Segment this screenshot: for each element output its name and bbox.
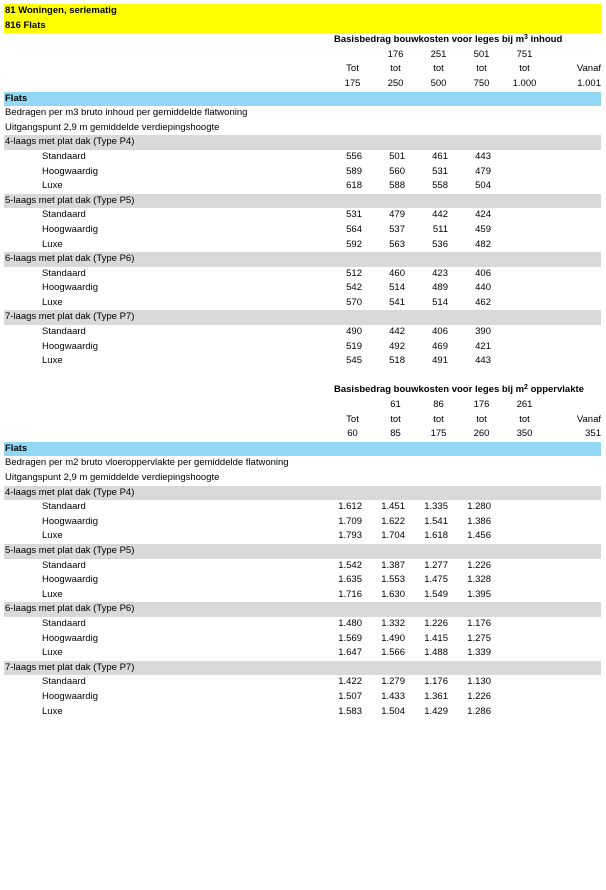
value-cell: 406 xyxy=(475,267,491,279)
value-cell: 1.541 xyxy=(424,515,448,527)
value-cell: 491 xyxy=(432,355,448,367)
value-cell: 1.612 xyxy=(338,501,362,513)
value-cell: 1.490 xyxy=(381,632,405,644)
value-cell: 512 xyxy=(346,267,362,279)
table-row xyxy=(4,705,601,720)
group-title: 4-laags met plat dak (Type P4) xyxy=(5,136,135,148)
note-row xyxy=(4,121,601,136)
value-cell: 440 xyxy=(475,282,491,294)
table-row xyxy=(4,165,601,180)
table-row xyxy=(4,296,601,311)
section-title: Flats xyxy=(5,92,28,104)
caption-superscript: 2 xyxy=(524,384,528,392)
caption-unit: inhoud xyxy=(527,34,563,46)
value-cell: 570 xyxy=(346,296,362,308)
table-row xyxy=(4,632,601,647)
value-cell: 1.386 xyxy=(467,515,491,527)
value-cell: 589 xyxy=(346,165,362,177)
table-row xyxy=(4,354,601,369)
row-label: Hoogwaardig xyxy=(42,165,98,177)
note-row xyxy=(4,456,601,471)
range-header-cell: tot xyxy=(476,413,487,425)
value-cell: 1.507 xyxy=(338,690,362,702)
value-cell: 1.716 xyxy=(338,588,362,600)
value-cell: 443 xyxy=(475,150,491,162)
caption-text: Basisbedrag bouwkosten voor leges bij m xyxy=(334,384,525,396)
row-label: Hoogwaardig xyxy=(42,515,98,527)
table-row xyxy=(4,150,601,165)
range-header-cell: 176 xyxy=(473,399,490,411)
value-cell: 563 xyxy=(389,238,405,250)
range-header-cell: tot xyxy=(519,63,530,75)
value-cell: 1.286 xyxy=(467,705,491,717)
table-row xyxy=(4,515,601,530)
group-header-row xyxy=(4,252,601,267)
value-cell: 1.130 xyxy=(467,676,491,688)
value-cell: 1.583 xyxy=(338,705,362,717)
value-cell: 442 xyxy=(389,326,405,338)
range-header-row xyxy=(4,398,601,413)
value-cell: 1.793 xyxy=(338,530,362,542)
value-cell: 542 xyxy=(346,282,362,294)
row-label: Luxe xyxy=(42,296,63,308)
value-cell: 492 xyxy=(389,340,405,352)
value-cell: 1.226 xyxy=(467,559,491,571)
value-cell: 1.635 xyxy=(338,574,362,586)
row-label: Standaard xyxy=(42,326,86,338)
value-cell: 1.226 xyxy=(467,690,491,702)
value-cell: 1.475 xyxy=(424,574,448,586)
group-title: 7-laags met plat dak (Type P7) xyxy=(5,661,135,673)
value-cell: 460 xyxy=(389,267,405,279)
range-header-cell: 176 xyxy=(387,48,404,60)
value-cell: 545 xyxy=(346,355,362,367)
value-cell: 1.622 xyxy=(381,515,405,527)
range-header-cell: tot xyxy=(433,413,444,425)
value-cell: 1.709 xyxy=(338,515,362,527)
value-cell: 564 xyxy=(346,223,362,235)
row-label: Hoogwaardig xyxy=(42,690,98,702)
value-cell: 490 xyxy=(346,326,362,338)
value-cell: 1.332 xyxy=(381,617,405,629)
value-cell: 1.618 xyxy=(424,530,448,542)
range-header-cell: tot xyxy=(433,63,444,75)
subtitle-row xyxy=(4,19,601,34)
row-label: Luxe xyxy=(42,180,63,192)
row-label: Standaard xyxy=(42,209,86,221)
table-row xyxy=(4,325,601,340)
table-row xyxy=(4,281,601,296)
value-cell: 479 xyxy=(389,209,405,221)
value-cell: 479 xyxy=(475,165,491,177)
group-header-row xyxy=(4,194,601,209)
row-label: Standaard xyxy=(42,676,86,688)
range-header-cell: Vanaf xyxy=(576,413,601,425)
range-header-cell: 1.000 xyxy=(512,77,537,89)
range-header-cell: 250 xyxy=(387,77,404,89)
value-cell: 443 xyxy=(475,355,491,367)
table-row xyxy=(4,573,601,588)
row-label: Standaard xyxy=(42,501,86,513)
group-header-row xyxy=(4,602,601,617)
value-cell: 1.226 xyxy=(424,617,448,629)
range-header-cell: 61 xyxy=(390,399,401,411)
value-cell: 588 xyxy=(389,180,405,192)
title-subcategory: 816 Flats xyxy=(5,19,46,31)
value-cell: 1.429 xyxy=(424,705,448,717)
group-title: 4-laags met plat dak (Type P4) xyxy=(5,486,135,498)
table-row xyxy=(4,500,601,515)
range-header-row xyxy=(4,413,601,428)
note-row xyxy=(4,106,601,121)
row-label: Luxe xyxy=(42,588,63,600)
value-cell: 1.176 xyxy=(467,617,491,629)
row-label: Standaard xyxy=(42,150,86,162)
value-cell: 1.647 xyxy=(338,647,362,659)
title-row xyxy=(4,4,601,19)
value-cell: 390 xyxy=(475,326,491,338)
value-cell: 1.277 xyxy=(424,559,448,571)
value-cell: 592 xyxy=(346,238,362,250)
value-cell: 618 xyxy=(346,180,362,192)
range-header-cell: Tot xyxy=(346,63,359,75)
value-cell: 511 xyxy=(432,223,448,235)
value-cell: 1.504 xyxy=(381,705,405,717)
value-cell: 1.553 xyxy=(381,574,405,586)
section-title: Flats xyxy=(5,442,28,454)
value-cell: 1.415 xyxy=(424,632,448,644)
value-cell: 1.704 xyxy=(381,530,405,542)
range-header-cell: 500 xyxy=(430,77,447,89)
value-cell: 1.280 xyxy=(467,501,491,513)
value-cell: 1.488 xyxy=(424,647,448,659)
value-cell: 1.422 xyxy=(338,676,362,688)
range-header-cell: 175 xyxy=(430,428,447,440)
row-label: Standaard xyxy=(42,617,86,629)
note-row xyxy=(4,471,601,486)
value-cell: 482 xyxy=(475,238,491,250)
table-row xyxy=(4,529,601,544)
value-cell: 501 xyxy=(389,150,405,162)
value-cell: 462 xyxy=(475,296,491,308)
range-header-row xyxy=(4,48,601,63)
table-m2-oppervlakte xyxy=(4,383,601,719)
group-header-row xyxy=(4,310,601,325)
note-text: Uitgangspunt 2,9 m gemiddelde verdiepingshoogte xyxy=(5,472,220,483)
row-label: Standaard xyxy=(42,267,86,279)
value-cell: 531 xyxy=(346,209,362,221)
value-cell: 1.387 xyxy=(381,559,405,571)
value-cell: 1.279 xyxy=(381,676,405,688)
range-header-cell: 261 xyxy=(516,399,533,411)
table-row xyxy=(4,646,601,661)
value-cell: 1.361 xyxy=(424,690,448,702)
row-label: Luxe xyxy=(42,530,63,542)
spreadsheet xyxy=(4,4,601,719)
range-header-cell: 751 xyxy=(516,48,533,60)
table-row xyxy=(4,559,601,574)
value-cell: 424 xyxy=(475,209,491,221)
value-cell: 1.566 xyxy=(381,647,405,659)
table-m3-inhoud xyxy=(4,33,601,369)
row-label: Hoogwaardig xyxy=(42,340,98,352)
range-header-cell: Tot xyxy=(346,413,359,425)
range-header-row xyxy=(4,77,601,92)
table-row xyxy=(4,179,601,194)
value-cell: 531 xyxy=(432,165,448,177)
caption-text: Basisbedrag bouwkosten voor leges bij m xyxy=(334,34,525,46)
table-row xyxy=(4,617,601,632)
range-header-cell: 351 xyxy=(585,428,601,440)
caption-row xyxy=(4,33,601,48)
spacer-row xyxy=(4,369,601,384)
note-text: Bedragen per m2 bruto vloeroppervlakte per gemiddelde flatwoning xyxy=(5,457,289,469)
group-header-row xyxy=(4,135,601,150)
range-header-cell: 750 xyxy=(473,77,490,89)
row-label: Luxe xyxy=(42,705,63,717)
table-row xyxy=(4,675,601,690)
group-title: 5-laags met plat dak (Type P5) xyxy=(5,194,135,206)
value-cell: 536 xyxy=(432,238,448,250)
table-row xyxy=(4,208,601,223)
row-label: Luxe xyxy=(42,647,63,659)
table-row xyxy=(4,340,601,355)
value-cell: 423 xyxy=(432,267,448,279)
row-label: Luxe xyxy=(42,238,63,250)
value-cell: 1.569 xyxy=(338,632,362,644)
range-header-cell: 260 xyxy=(473,428,490,440)
value-cell: 1.328 xyxy=(467,574,491,586)
table-row xyxy=(4,690,601,705)
value-cell: 556 xyxy=(346,150,362,162)
row-label: Hoogwaardig xyxy=(42,632,98,644)
value-cell: 1.480 xyxy=(338,617,362,629)
section-row xyxy=(4,442,601,457)
value-cell: 1.339 xyxy=(467,647,491,659)
title-category: 81 Woningen, seriematig xyxy=(5,5,117,16)
table-row xyxy=(4,588,601,603)
note-text: Bedragen per m3 bruto inhoud per gemiddelde flatwoning xyxy=(5,107,248,119)
value-cell: 514 xyxy=(432,296,448,308)
section-row xyxy=(4,92,601,107)
row-label: Standaard xyxy=(42,559,86,571)
range-header-cell: tot xyxy=(390,413,401,425)
range-header-cell: tot xyxy=(390,63,401,75)
caption-superscript: 3 xyxy=(524,34,528,42)
row-label: Hoogwaardig xyxy=(42,574,98,586)
range-header-cell: 350 xyxy=(516,428,533,440)
group-header-row xyxy=(4,661,601,676)
group-title: 6-laags met plat dak (Type P6) xyxy=(5,253,135,265)
value-cell: 461 xyxy=(432,150,448,162)
value-cell: 1.176 xyxy=(424,676,448,688)
table-caption xyxy=(334,33,562,48)
row-label: Hoogwaardig xyxy=(42,223,98,235)
value-cell: 514 xyxy=(389,282,405,294)
range-header-cell: Vanaf xyxy=(576,63,601,75)
value-cell: 558 xyxy=(432,180,448,192)
value-cell: 518 xyxy=(389,355,405,367)
range-header-cell: 1.001 xyxy=(577,77,601,89)
value-cell: 537 xyxy=(389,223,405,235)
value-cell: 1.335 xyxy=(424,501,448,513)
value-cell: 459 xyxy=(475,223,491,235)
range-header-cell: 86 xyxy=(433,399,444,411)
group-header-row xyxy=(4,486,601,501)
range-header-cell: 85 xyxy=(390,428,401,440)
table-caption xyxy=(334,383,584,398)
range-header-cell: tot xyxy=(476,63,487,75)
range-header-cell: 175 xyxy=(344,77,361,89)
range-header-row xyxy=(4,427,601,442)
value-cell: 560 xyxy=(389,165,405,177)
value-cell: 1.275 xyxy=(467,632,491,644)
value-cell: 1.549 xyxy=(424,588,448,600)
range-header-row xyxy=(4,62,601,77)
range-header-cell: 60 xyxy=(347,428,358,440)
group-title: 5-laags met plat dak (Type P5) xyxy=(5,544,135,556)
value-cell: 421 xyxy=(475,340,491,352)
value-cell: 519 xyxy=(346,340,362,352)
value-cell: 442 xyxy=(432,209,448,221)
value-cell: 406 xyxy=(432,326,448,338)
value-cell: 1.451 xyxy=(381,501,405,513)
table-row xyxy=(4,267,601,282)
range-header-cell: 501 xyxy=(473,48,490,60)
value-cell: 504 xyxy=(475,180,491,192)
value-cell: 1.395 xyxy=(467,588,491,600)
value-cell: 489 xyxy=(432,282,448,294)
group-header-row xyxy=(4,544,601,559)
range-header-cell: tot xyxy=(519,413,530,425)
table-row xyxy=(4,223,601,238)
row-label: Luxe xyxy=(42,355,63,367)
value-cell: 1.433 xyxy=(381,690,405,702)
caption-unit: oppervlakte xyxy=(527,384,584,396)
row-label: Hoogwaardig xyxy=(42,282,98,294)
note-text: Uitgangspunt 2,9 m gemiddelde verdiepingshoogte xyxy=(5,121,220,133)
value-cell: 1.542 xyxy=(338,559,362,571)
value-cell: 1.456 xyxy=(467,530,491,542)
caption-row xyxy=(4,383,601,398)
group-title: 7-laags met plat dak (Type P7) xyxy=(5,311,135,323)
value-cell: 1.630 xyxy=(381,588,405,600)
range-header-cell: 251 xyxy=(430,48,447,60)
value-cell: 541 xyxy=(389,296,405,308)
group-title: 6-laags met plat dak (Type P6) xyxy=(5,603,135,615)
table-row xyxy=(4,238,601,253)
value-cell: 469 xyxy=(432,340,448,352)
